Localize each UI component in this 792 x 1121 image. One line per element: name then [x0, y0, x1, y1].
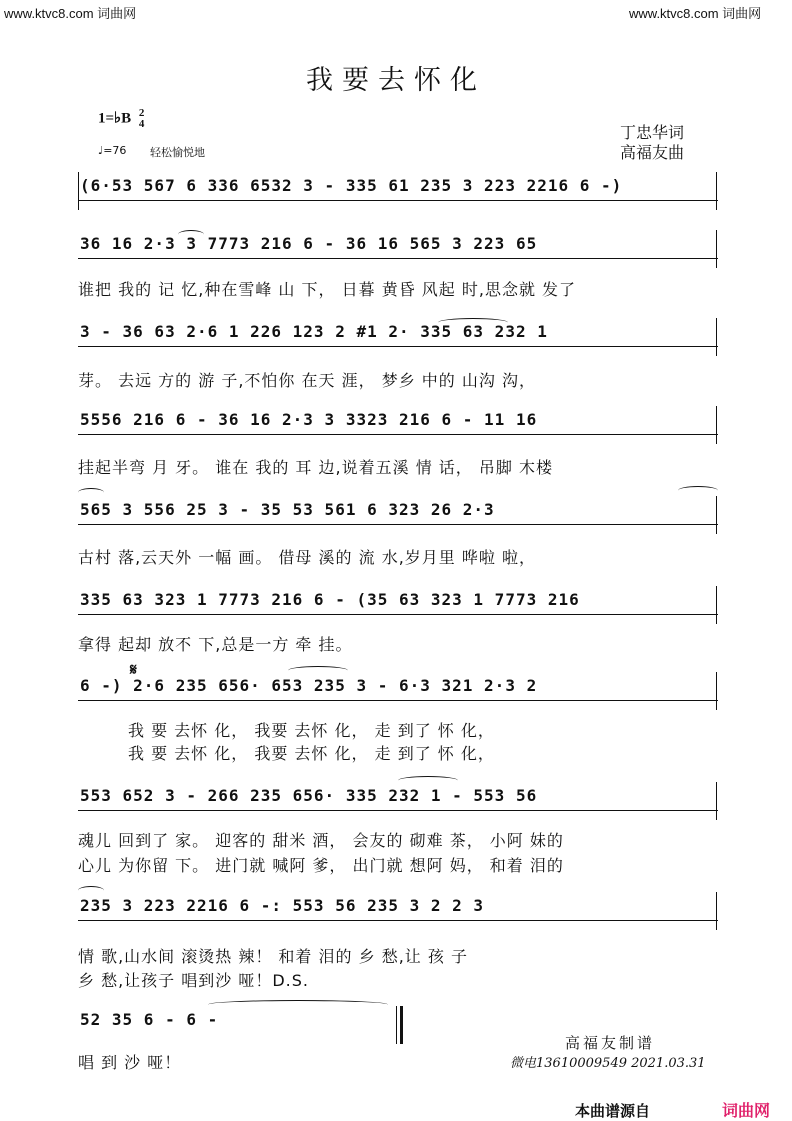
score-line-8 — [78, 782, 718, 822]
notes: 36 16 2·3 3 7773 216 6 - 36 16 565 3 223 65 — [80, 234, 538, 253]
time-top: 2 — [138, 107, 145, 119]
lyricist: 丁忠华词 — [620, 123, 685, 142]
score-line-3 — [78, 318, 718, 358]
segno-sign: 𝄋 — [130, 660, 137, 679]
score-line-10 — [78, 1006, 408, 1046]
score-line-7 — [78, 672, 718, 712]
site-logo: 词曲网 — [722, 1103, 771, 1120]
lyrics-line-1: 谁把 我的 记 忆,种在雪峰 山 下， 日暮 黄昏 风起 时,思念就 发了 — [78, 280, 577, 299]
lyrics-line-10: 情 歌,山水间 滚烫热 辣！ 和着 泪的 乡 愁,让 孩 子 — [78, 947, 468, 966]
tempo-mark: ♩=76 — [98, 144, 127, 157]
notes: 5556 216 6 - 36 16 2·3 3 3323 216 6 - 11 16 — [80, 410, 538, 429]
lyrics-line-2: 芽。 去远 方的 游 子,不怕你 在天 涯， 梦乡 中的 山沟 沟， — [78, 371, 536, 390]
composer: 高福友曲 — [620, 143, 685, 162]
expression-mark: 轻松愉悦地 — [150, 146, 205, 159]
notes: 52 35 6 - 6 - — [80, 1010, 219, 1029]
score-line-4 — [78, 406, 718, 446]
source-note: 本曲谱源自 — [575, 1102, 651, 1120]
time-signature — [139, 108, 145, 130]
lyrics-line-9: 心儿 为你留 下。 进门就 喊阿 爹， 出门就 想阿 妈， 和着 泪的 — [78, 856, 564, 875]
key-signature — [98, 108, 144, 130]
notes: 565 3 556 25 3 - 35 53 561 6 323 26 2·3 — [80, 500, 495, 519]
score-line-1 — [78, 172, 718, 212]
score-line-2 — [78, 230, 718, 270]
watermark-left: www.ktvc8.com 词曲网 — [4, 6, 137, 21]
contact-date: 微电13610009549 2021.03.31 — [510, 1056, 706, 1071]
score-line-5 — [78, 496, 718, 536]
notes: (6·53 567 6 336 6532 3 - 335 61 235 3 223 2216 6 -) — [80, 176, 623, 195]
notes: 335 63 323 1 7773 216 6 - (35 63 323 1 7773 216 — [80, 590, 580, 609]
watermark-right: www.ktvc8.com 词曲网 — [629, 6, 762, 21]
score-line-9 — [78, 892, 718, 932]
score-line-6 — [78, 586, 718, 626]
lyrics-line-11: 乡 愁,让孩子 唱到沙 哑！D.S. — [78, 971, 309, 990]
lyrics-line-7: 我 要 去怀 化， 我要 去怀 化， 走 到了 怀 化， — [128, 744, 495, 763]
lyrics-line-12: 唱 到 沙 哑！ — [78, 1053, 182, 1072]
key-label: 1=♭B — [98, 110, 132, 127]
notes: 235 3 223 2216 6 -: 553 56 235 3 2 2 3 — [80, 896, 485, 915]
time-bottom: 4 — [138, 118, 145, 130]
arranger-credit: 高福友制谱 — [565, 1034, 656, 1052]
notes: 553 652 3 - 266 235 656· 335 232 1 - 553 56 — [80, 786, 538, 805]
notes: 6 -) 2·6 235 656· 653 235 3 - 6·3 321 2·3 2 — [80, 676, 538, 695]
notes: 3 - 36 63 2·6 1 226 123 2 #1 2· 335 63 232 1 — [80, 322, 548, 341]
lyrics-line-8: 魂儿 回到了 家。 迎客的 甜米 酒， 会友的 砌难 茶， 小阿 妹的 — [78, 831, 564, 850]
song-title: 我要去怀化 — [306, 65, 486, 96]
lyrics-line-4: 古村 落,云天外 一幅 画。 借母 溪的 流 水,岁月里 哗啦 啦， — [78, 548, 536, 567]
lyrics-line-6: 我 要 去怀 化， 我要 去怀 化， 走 到了 怀 化， — [128, 721, 495, 740]
lyrics-line-3: 挂起半弯 月 牙。 谁在 我的 耳 边,说着五溪 情 话， 吊脚 木楼 — [78, 458, 553, 477]
lyrics-line-5: 拿得 起却 放不 下,总是一方 牵 挂。 — [78, 635, 353, 654]
